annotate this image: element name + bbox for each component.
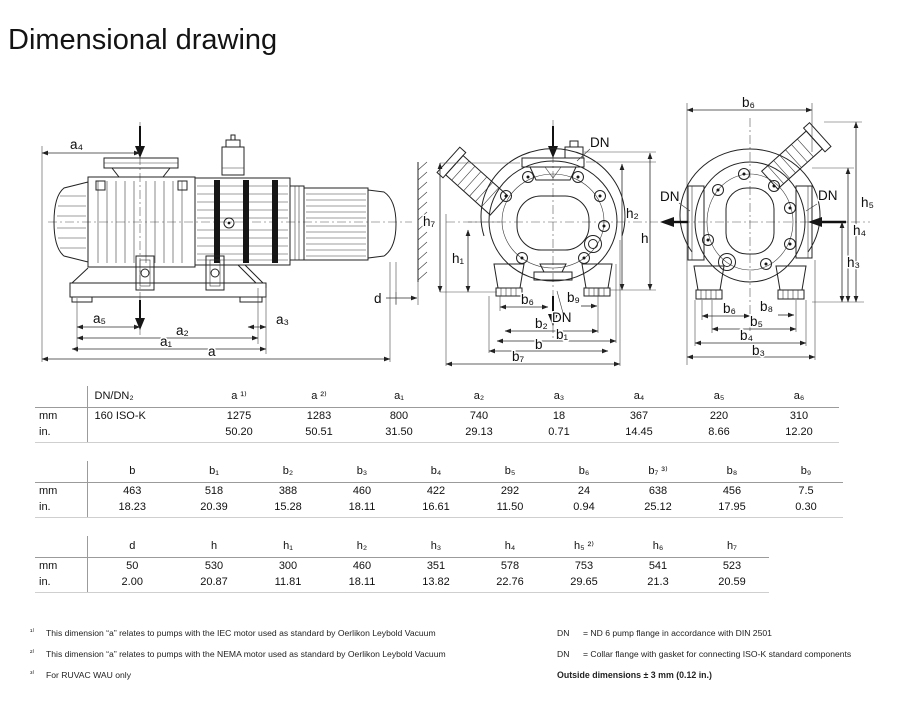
value-cell-mm: 800 [389,410,409,422]
column-header: d [87,536,177,558]
column-header: h₅ ²⁾ [547,536,621,558]
dimensional-drawing-svg [0,84,900,384]
value-cell-mm: 541 [648,560,668,572]
footnote-2 [30,649,535,659]
column-header: h₆ [621,536,695,558]
column-header: h₇ [695,536,769,558]
column-header: b₄ [399,461,473,483]
dim-label-a1: a₁ [160,334,173,349]
column-header: a₁ [359,386,439,408]
side-view [42,122,427,362]
dn-definition-text: = Collar flange with gasket for connecting ISO-K standard components [583,649,852,659]
column-header: h₄ [473,536,547,558]
value-cell-in: 12.20 [759,424,839,443]
dim-label-h5: h₅ [861,195,874,210]
column-header: b₂ [251,461,325,483]
value-cell-in: 11.50 [473,499,547,518]
dim-label-b8: b₈ [760,299,774,314]
dim-label-b3: b₃ [752,343,766,358]
column-header: b₃ [325,461,399,483]
dim-label-b6-top: b₆ [742,95,755,110]
column-header: b₅ [473,461,547,483]
value-cell-mm: 460 [352,560,372,572]
dim-label-d: d [374,291,382,306]
value-cell-mm: 523 [722,560,742,572]
dim-label-b4: b₄ [740,328,754,343]
value-cell-mm: 1275 [226,410,252,422]
column-header: b [87,461,177,483]
column-header: a₆ [759,386,839,408]
value-cell-in: 2.00 [87,574,177,593]
value-cell-mm: 460 [352,485,372,497]
unit-label-mm: mm [39,560,58,572]
dn-definition-2 [557,649,892,659]
dim-label-b6-front: b₆ [521,292,534,307]
dim-label-h3: h₃ [847,255,861,270]
value-cell-in: 20.59 [695,574,769,593]
value-cell-in: 0.30 [769,499,843,518]
value-cell-in: 18.11 [325,499,399,518]
footnote-text: This dimension “a” relates to pumps with the NEMA motor used as standard by Oerlikon Leybold Vacuum [46,649,446,659]
dim-label-dn-right: DN [818,188,838,203]
dim-label-b7: b₇ [512,349,525,364]
value-cell-in: 13.82 [399,574,473,593]
value-cell-in: 31.50 [359,424,439,443]
dn-definition-1 [557,628,892,638]
column-header: DN/DN₂ [87,386,199,408]
value-cell-mm: 388 [278,485,298,497]
dim-label-a5: a₅ [93,311,106,326]
value-cell-in: 20.39 [177,499,251,518]
value-cell-mm: 220 [709,410,729,422]
column-header: a ¹⁾ [199,386,279,408]
value-cell-in: 18.23 [87,499,177,518]
footnote-text: This dimension “a” relates to pumps with the IEC motor used as standard by Oerlikon Leybold Vacuum [46,628,436,638]
dim-label-b2: b₂ [535,316,548,331]
value-cell-in: 16.61 [399,499,473,518]
dim-label-h: h [641,231,649,246]
dim-label-b1: b₁ [556,327,569,342]
value-cell-in: 29.65 [547,574,621,593]
value-cell-mm: 160 ISO-K [87,408,199,425]
value-cell-in: 0.94 [547,499,621,518]
value-cell-in: 22.76 [473,574,547,593]
column-header: h₂ [325,536,399,558]
dim-label-h2: h₂ [626,206,639,221]
dim-label-h1: h₁ [452,251,465,266]
dimension-table-group-b [35,461,843,518]
dim-label-a2: a₂ [176,323,189,338]
value-cell-mm: 18 [552,410,566,422]
value-cell-mm: 518 [204,485,224,497]
value-cell-mm: 310 [789,410,809,422]
value-cell-mm: 456 [722,485,742,497]
unit-label-in: in. [35,574,87,593]
dim-label-dn-top: DN [590,135,610,150]
dim-label-b: b [535,337,543,352]
dn-term: DN [557,649,570,659]
value-cell-mm: 753 [574,560,594,572]
value-cell-in: 11.81 [251,574,325,593]
column-header: h₁ [251,536,325,558]
value-cell-mm: 740 [469,410,489,422]
value-cell-in: 8.66 [679,424,759,443]
value-cell-mm: 50 [87,558,177,575]
front-view [423,120,658,366]
dimension-table-zone [35,386,865,611]
value-cell-in: 0.71 [519,424,599,443]
footnote-marker: ¹⁾ [30,627,35,636]
column-header: h [177,536,251,558]
value-cell-in: 50.51 [279,424,359,443]
column-header: b₉ [769,461,843,483]
footnote-text: For RUVAC WAU only [46,670,131,680]
value-cell-in: 17.95 [695,499,769,518]
footnote-marker: ²⁾ [30,648,35,657]
value-cell-in: 14.45 [599,424,679,443]
tolerance-note: Outside dimensions ± 3 mm (0.12 in.) [557,670,712,680]
unit-label-mm: mm [39,485,58,497]
rear-view [660,95,874,365]
footnote-1 [30,628,535,638]
value-cell-in: 25.12 [621,499,695,518]
dim-label-b5: b₅ [750,314,763,329]
value-cell-in: 18.11 [325,574,399,593]
value-cell-mm: 24 [577,485,591,497]
footnote-marker: ³⁾ [30,669,35,678]
unit-label-in: in. [35,424,87,443]
column-header: a₃ [519,386,599,408]
value-cell-in: 21.3 [621,574,695,593]
column-header: b₈ [695,461,769,483]
dim-label-a4: a₄ [70,137,84,152]
page-title: Dimensional drawing [8,24,278,56]
footnotes-right [557,628,892,680]
dn-definition-text: = ND 6 pump flange in accordance with DIN 2501 [583,628,772,638]
value-cell-mm: 638 [648,485,668,497]
value-cell-mm: 351 [426,560,446,572]
column-header: a₄ [599,386,679,408]
value-cell-mm: 1283 [306,410,332,422]
column-header: b₆ [547,461,621,483]
value-cell-in: 15.28 [251,499,325,518]
dim-label-a3: a₃ [276,312,290,327]
value-cell-in [87,424,199,443]
dim-label-h7: h₇ [423,214,436,229]
footnotes-left [30,628,535,691]
value-cell-mm: 367 [629,410,649,422]
dim-label-dn-left: DN [660,189,680,204]
column-header: b₁ [177,461,251,483]
column-header: a₅ [679,386,759,408]
value-cell-mm: 578 [500,560,520,572]
dim-label-b9: b₉ [567,290,580,305]
corner-cell [35,536,87,558]
value-cell-mm: 300 [278,560,298,572]
dim-label-h4: h₄ [853,223,867,238]
value-cell-in: 29.13 [439,424,519,443]
value-cell-in: 50.20 [199,424,279,443]
value-cell-mm: 463 [87,483,177,500]
unit-label-in: in. [35,499,87,518]
dim-label-dn-bottom: DN [552,310,572,325]
corner-cell [35,461,87,483]
value-cell-mm: 530 [204,560,224,572]
column-header: h₃ [399,536,473,558]
corner-cell [35,386,87,408]
dimension-table-group-a [35,386,839,443]
footnote-3 [30,670,535,680]
value-cell-mm: 7.5 [798,485,814,497]
value-cell-mm: 292 [500,485,520,497]
column-header: b₇ ³⁾ [621,461,695,483]
value-cell-mm: 422 [426,485,446,497]
column-header: a ²⁾ [279,386,359,408]
value-cell-in: 20.87 [177,574,251,593]
dim-label-b6-rear: b₆ [723,301,736,316]
column-header: a₂ [439,386,519,408]
dimension-table-group-h [35,536,769,593]
dn-term: DN [557,628,570,638]
unit-label-mm: mm [39,410,58,422]
dim-label-a: a [208,344,216,359]
